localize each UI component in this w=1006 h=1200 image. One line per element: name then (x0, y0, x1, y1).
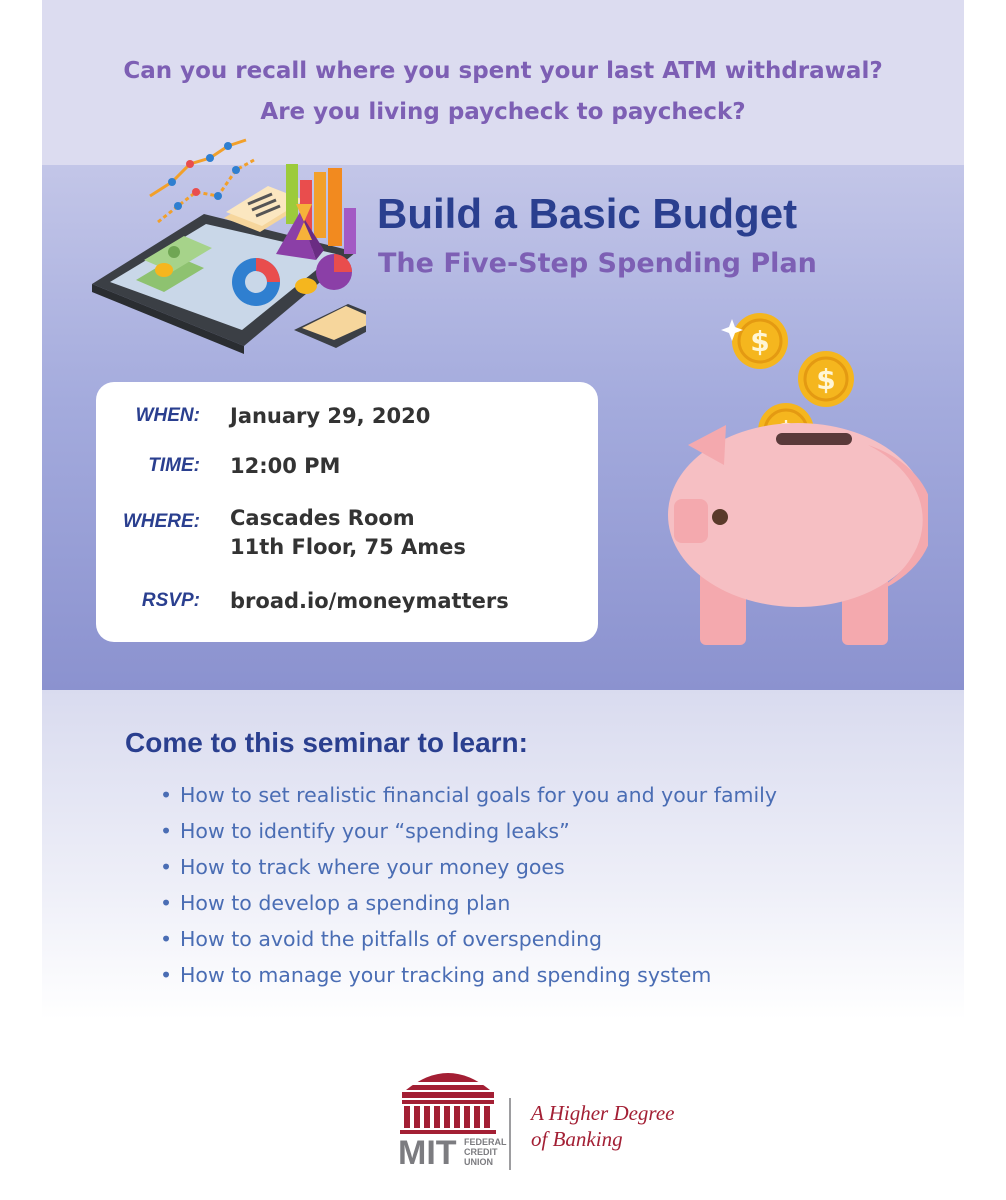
svg-text:UNION: UNION (464, 1157, 493, 1167)
event-title: Build a Basic Budget (377, 190, 798, 237)
rsvp-link[interactable]: broad.io/moneymatters (230, 589, 509, 613)
when-value: January 29, 2020 (230, 404, 431, 428)
where-label: WHERE: (122, 511, 200, 532)
tagline (531, 1100, 674, 1152)
event-details-card (96, 382, 598, 642)
question-atm: Can you recall where you spent your last ATM withdrawal? (123, 58, 883, 84)
time-value: 12:00 PM (230, 454, 341, 478)
list-item: • How to avoid the pitfalls of overspending (160, 927, 603, 951)
list-item: • How to manage your tracking and spending system (160, 963, 712, 987)
when-label: WHEN: (135, 405, 200, 426)
svg-text:CREDIT: CREDIT (464, 1147, 498, 1157)
event-subtitle: The Five-Step Spending Plan (378, 248, 817, 279)
where-value-line2: 11th Floor, 75 Ames (230, 535, 466, 559)
list-item: • How to set realistic financial goals for you and your family (160, 783, 777, 807)
list-item: • How to develop a spending plan (160, 891, 511, 915)
mit-dome-logo (388, 1052, 518, 1172)
svg-text:$: $ (816, 363, 836, 396)
flyer (42, 0, 964, 1200)
question-paycheck: Are you living paycheck to paycheck? (260, 99, 746, 125)
svg-text:FEDERAL: FEDERAL (464, 1137, 507, 1147)
piggy-bank-icon (628, 305, 928, 650)
list-item: • How to identify your “spending leaks” (160, 819, 570, 843)
time-label: TIME: (148, 455, 200, 476)
finance-tablet-illustration (86, 134, 366, 354)
learn-heading: Come to this seminar to learn: (125, 727, 528, 758)
learn-list (160, 783, 777, 999)
rsvp-label: RSVP: (141, 590, 200, 611)
svg-text:$: $ (750, 325, 770, 358)
dollar-coin-icon (732, 313, 788, 369)
tagline-line-1: A Higher Degree (531, 1101, 675, 1125)
tagline-line-2: of Banking (531, 1127, 623, 1151)
list-item: • How to track where your money goes (160, 855, 565, 879)
svg-text:MIT: MIT (398, 1134, 457, 1172)
where-value: Cascades Room (230, 506, 415, 530)
